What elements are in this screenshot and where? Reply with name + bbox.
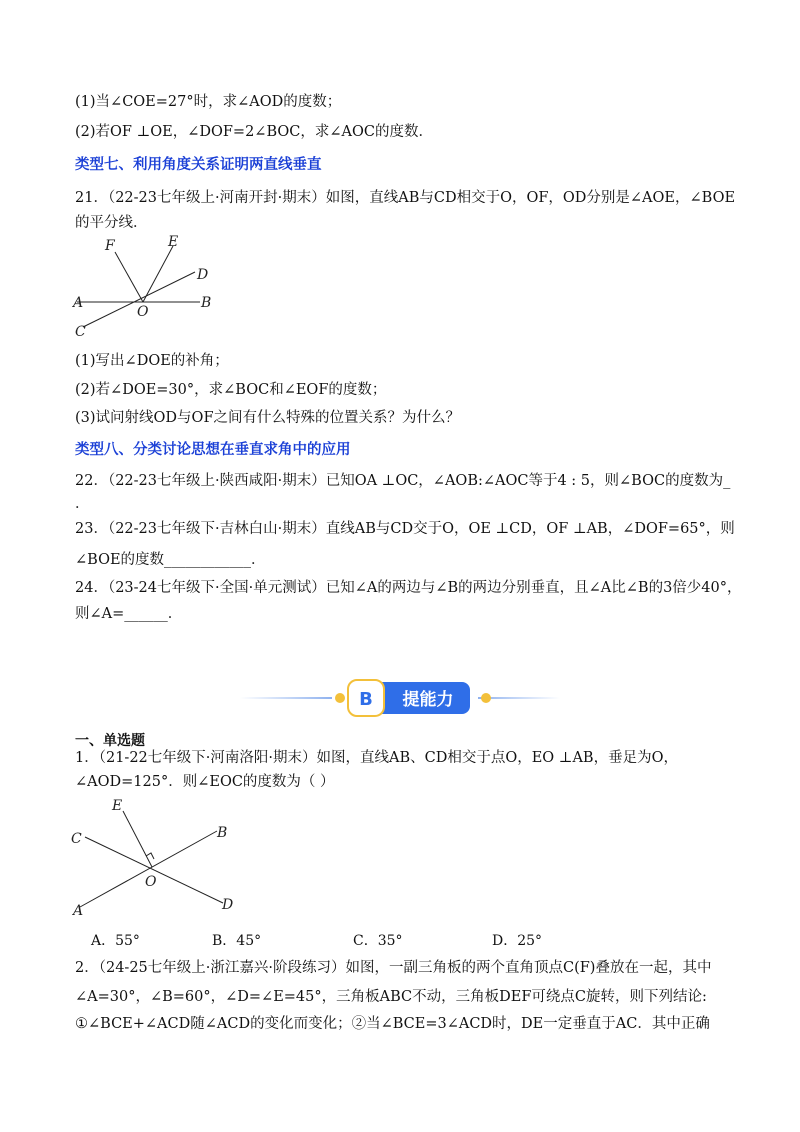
- q1-label-A: A: [73, 903, 84, 919]
- q21-label-D: D: [197, 267, 209, 283]
- q23-line2: ∠BOE的度数____________．: [75, 552, 266, 568]
- q2-line2: ∠A=30°，∠B=60°，∠D=∠E=45°，三角板ABC不动，三角板DEF可绕点C旋转，则下列结论:: [75, 989, 707, 1005]
- q21-part1: (1)写出∠DOE的补角；: [75, 353, 229, 369]
- q21-label-O: O: [137, 304, 149, 320]
- q1-label-C: C: [71, 831, 82, 847]
- section-banner: [240, 678, 560, 718]
- q22-line2: ．: [75, 496, 90, 512]
- q21-part2: (2)若∠DOE=30°，求∠BOC和∠EOF的度数；: [75, 382, 387, 398]
- q1-option-b[interactable]: B．45°: [212, 933, 262, 949]
- q21-label-F: F: [105, 238, 115, 254]
- q1-option-c[interactable]: C．35°: [353, 933, 403, 949]
- q1-label-D: D: [222, 897, 234, 913]
- q21-stem-line2: 的平分线．: [75, 215, 148, 231]
- q1-figure: [65, 795, 255, 920]
- q21-figure: [65, 232, 245, 342]
- q21-label-A: A: [73, 295, 84, 311]
- section1-title: 一、单选题: [75, 733, 145, 749]
- q21-stem-line1: 21．（22-23七年级上·河南开封·期末）如图，直线AB与CD相交于O，OF，OD分别是∠AOE，∠BOE: [75, 190, 736, 206]
- q20-part1: (1)当∠COE=27°时，求∠AOD的度数；: [75, 94, 342, 110]
- q21-label-B: B: [201, 295, 212, 311]
- q22-line1: 22．（22-23七年级上·陕西咸阳·期末）已知OA ⊥OC，∠AOB:∠AOC等于4 : 5，则∠BOC的度数为_: [75, 473, 731, 489]
- q21-label-C: C: [75, 324, 86, 340]
- banner-letter: B: [359, 689, 373, 710]
- q1-label-O: O: [145, 874, 157, 890]
- q1-option-d[interactable]: D．25°: [492, 933, 543, 949]
- banner-left-dot: [335, 693, 345, 703]
- q21-part3: (3)试问射线OD与OF之间有什么特殊的位置关系？为什么？: [75, 410, 460, 426]
- q21-label-E: E: [168, 234, 179, 250]
- banner-label: 提能力: [402, 690, 454, 710]
- q24-line2: 则∠A=______．: [75, 606, 183, 622]
- q23-line1: 23．（22-23七年级下·吉林白山·期末）直线AB与CD交于O，OE ⊥CD，OF ⊥AB，∠DOF=65°，则: [75, 521, 735, 537]
- q1-label-E: E: [112, 798, 123, 814]
- q20-part2: (2)若OF ⊥OE，∠DOF=2∠BOC，求∠AOC的度数．: [75, 124, 433, 140]
- q1-line1: 1．（21-22七年级下·河南洛阳·期末）如图，直线AB、CD相交于点O，EO ⊥AB，垂足为O，: [75, 750, 678, 766]
- q1-label-B: B: [217, 825, 228, 841]
- banner-right-dot: [481, 693, 491, 703]
- q24-line1: 24．（23-24七年级下·全国·单元测试）已知∠A的两边与∠B的两边分别垂直，且∠A比∠B的3倍少40°，: [75, 580, 742, 596]
- type8-heading: 类型八、分类讨论思想在垂直求角中的应用: [75, 442, 351, 458]
- q2-line3: ①∠BCE+∠ACD随∠ACD的变化而变化；②当∠BCE=3∠ACD时，DE一定垂直于AC．其中正确: [75, 1016, 710, 1032]
- q1-line2: ∠AOD=125°．则∠EOC的度数为（ ）: [75, 774, 335, 790]
- q1-option-a[interactable]: A．55°: [91, 933, 140, 949]
- q2-line1: 2．（24-25七年级上·浙江嘉兴·阶段练习）如图，一副三角板的两个直角顶点C(F)叠放在一起，其中: [75, 960, 712, 976]
- type7-heading: 类型七、利用角度关系证明两直线垂直: [75, 157, 322, 173]
